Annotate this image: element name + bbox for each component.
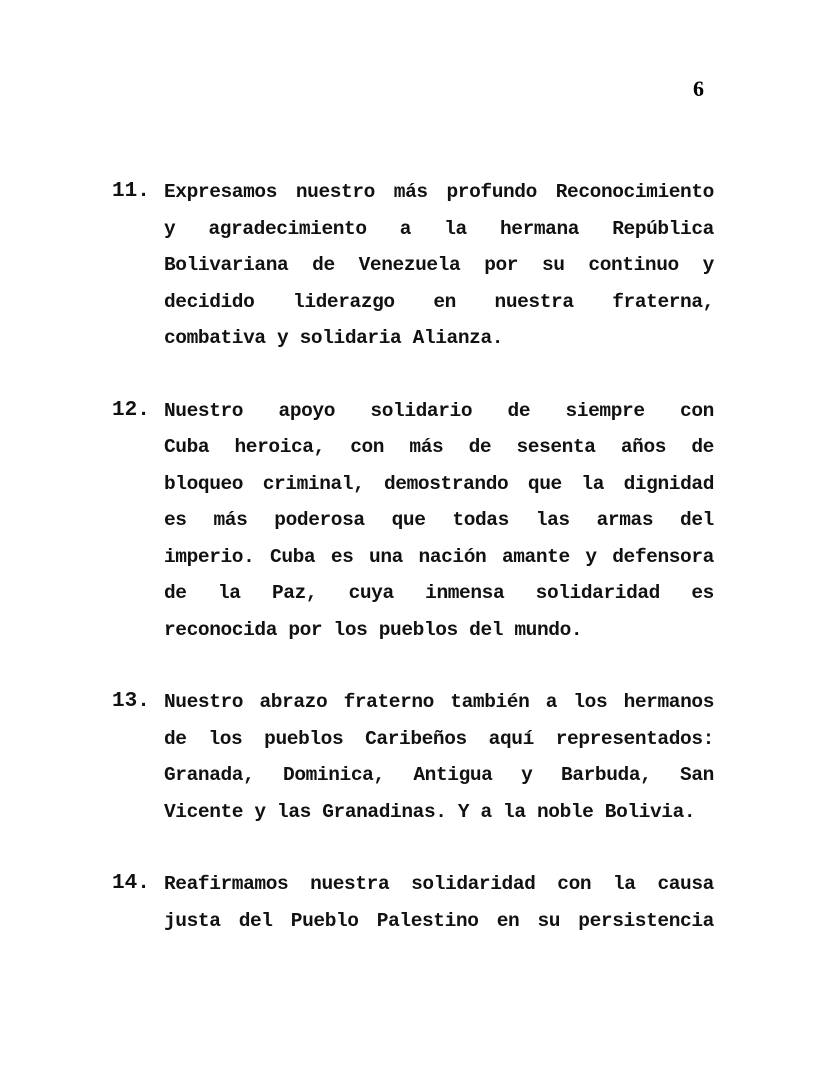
word: abrazo [259,691,328,713]
word: cuya [348,582,394,604]
word: nación [418,545,487,568]
word: una [369,545,403,568]
word: hermana [499,217,580,240]
word: persistencia [578,909,714,932]
word: también [450,691,530,713]
list-item-12 [112,393,714,649]
word: de [691,436,714,458]
word: Nuestro [164,399,244,422]
word: que [391,509,426,531]
word: Cuba [270,545,316,568]
item-number: 12. [112,398,150,422]
item-number: 13. [112,690,150,713]
word: solidaridad [535,582,660,604]
text-line [164,284,714,321]
word: la [444,217,467,240]
word: y [585,545,597,568]
word: Paz, [271,582,318,604]
list-item-13 [112,684,714,830]
text-line: Vicente y las Granadinas. Y a la noble Bolivia. [164,800,696,823]
word: a [399,217,412,240]
word: y [702,254,714,276]
word: la [613,873,636,895]
word: armas [596,509,654,531]
word: de [507,399,531,422]
word: es [330,545,354,568]
word: de [312,254,335,276]
word: apoyo [278,399,336,422]
word: amante [501,545,570,568]
word: liderazgo [293,290,395,313]
text-line [164,211,714,248]
word: fraterna, [612,290,714,313]
word: todas [452,509,509,531]
word: y [521,764,533,786]
word: y [164,217,176,240]
word: fraterno [343,691,434,713]
word: inmensa [425,582,505,604]
word: Venezuela [358,254,461,276]
word: justa [164,909,221,932]
page-number: 6 [693,76,704,101]
text-line [164,539,714,576]
text-line [164,429,714,466]
word: defensora [612,545,714,568]
word: la [581,472,604,495]
item-text [164,866,714,939]
word: Pueblo [290,909,359,932]
text-line [164,575,714,612]
text-line: combativa y solidaria Alianza. [164,327,504,349]
text-line [164,903,714,940]
word: Barbuda, [561,764,652,786]
word: representados: [555,727,714,750]
word: las [535,509,570,531]
list-item-14 [112,866,714,939]
word: su [541,254,565,276]
item-number: 14. [112,872,150,895]
word: San [680,764,714,786]
word: con [557,873,592,895]
word: Nuestro [164,691,244,713]
word: Reconocimiento [555,181,714,203]
word: Dominica, [283,764,385,786]
word: Bolivariana [164,254,289,276]
word: causa [657,873,714,895]
word: bloqueo [164,472,244,495]
word: continuo [588,254,679,276]
word: aquí [488,727,534,750]
word: criminal, [262,472,365,495]
word: a [545,691,558,713]
word: solidaridad [411,873,536,895]
text-line [164,866,714,903]
word: por [484,254,519,276]
item-number: 11. [112,180,150,203]
word: la [217,582,241,604]
word: Palestino [376,909,479,932]
word: en [433,290,456,313]
word: es [691,582,714,604]
word: su [537,909,561,932]
word: Reafirmamos [164,873,289,895]
text-line [164,393,714,430]
word: con [350,436,385,458]
word: nuestro [295,181,375,203]
text-line [164,684,714,721]
word: heroica, [234,436,325,458]
word: los [208,727,243,750]
word: Granada, [164,764,255,786]
item-text [164,174,714,357]
word: más [409,436,444,458]
word: de [164,727,187,750]
word: con [680,399,714,422]
text-line [164,757,714,794]
word: solidario [370,399,473,422]
word: es [164,509,187,531]
word: hermanos [623,691,714,713]
list-item-11 [112,174,714,357]
word: los [573,691,608,713]
item-text [164,684,714,830]
word: profundo [446,181,537,203]
word: que [527,472,562,495]
text-line [164,174,714,211]
word: Antigua [413,764,493,786]
text-line: reconocida por los pueblos del mundo. [164,618,583,641]
word: nuestra [494,290,574,313]
word: años [620,436,667,458]
word: Caribeños [365,727,467,750]
word: dignidad [623,472,714,495]
word: sesenta [516,436,596,458]
word: de [164,582,187,604]
word: demostrando [384,472,509,495]
text-line [164,247,714,284]
numbered-list [112,174,714,975]
text-line [164,466,714,503]
word: decidido [164,290,255,313]
word: más [213,509,248,531]
word: nuestra [310,873,390,895]
text-line [164,502,714,539]
word: de [468,436,492,458]
word: Expresamos [164,181,278,203]
word: República [612,217,714,240]
word: más [393,181,428,203]
word: del [680,509,714,531]
word: en [496,909,520,932]
word: pueblos [264,727,344,750]
item-text [164,393,714,649]
word: agradecimiento [208,217,367,240]
word: siempre [565,399,645,422]
word: Cuba [164,436,210,458]
word: poderosa [274,509,365,531]
text-line [164,721,714,758]
word: del [238,909,273,932]
word: imperio. [164,545,255,568]
